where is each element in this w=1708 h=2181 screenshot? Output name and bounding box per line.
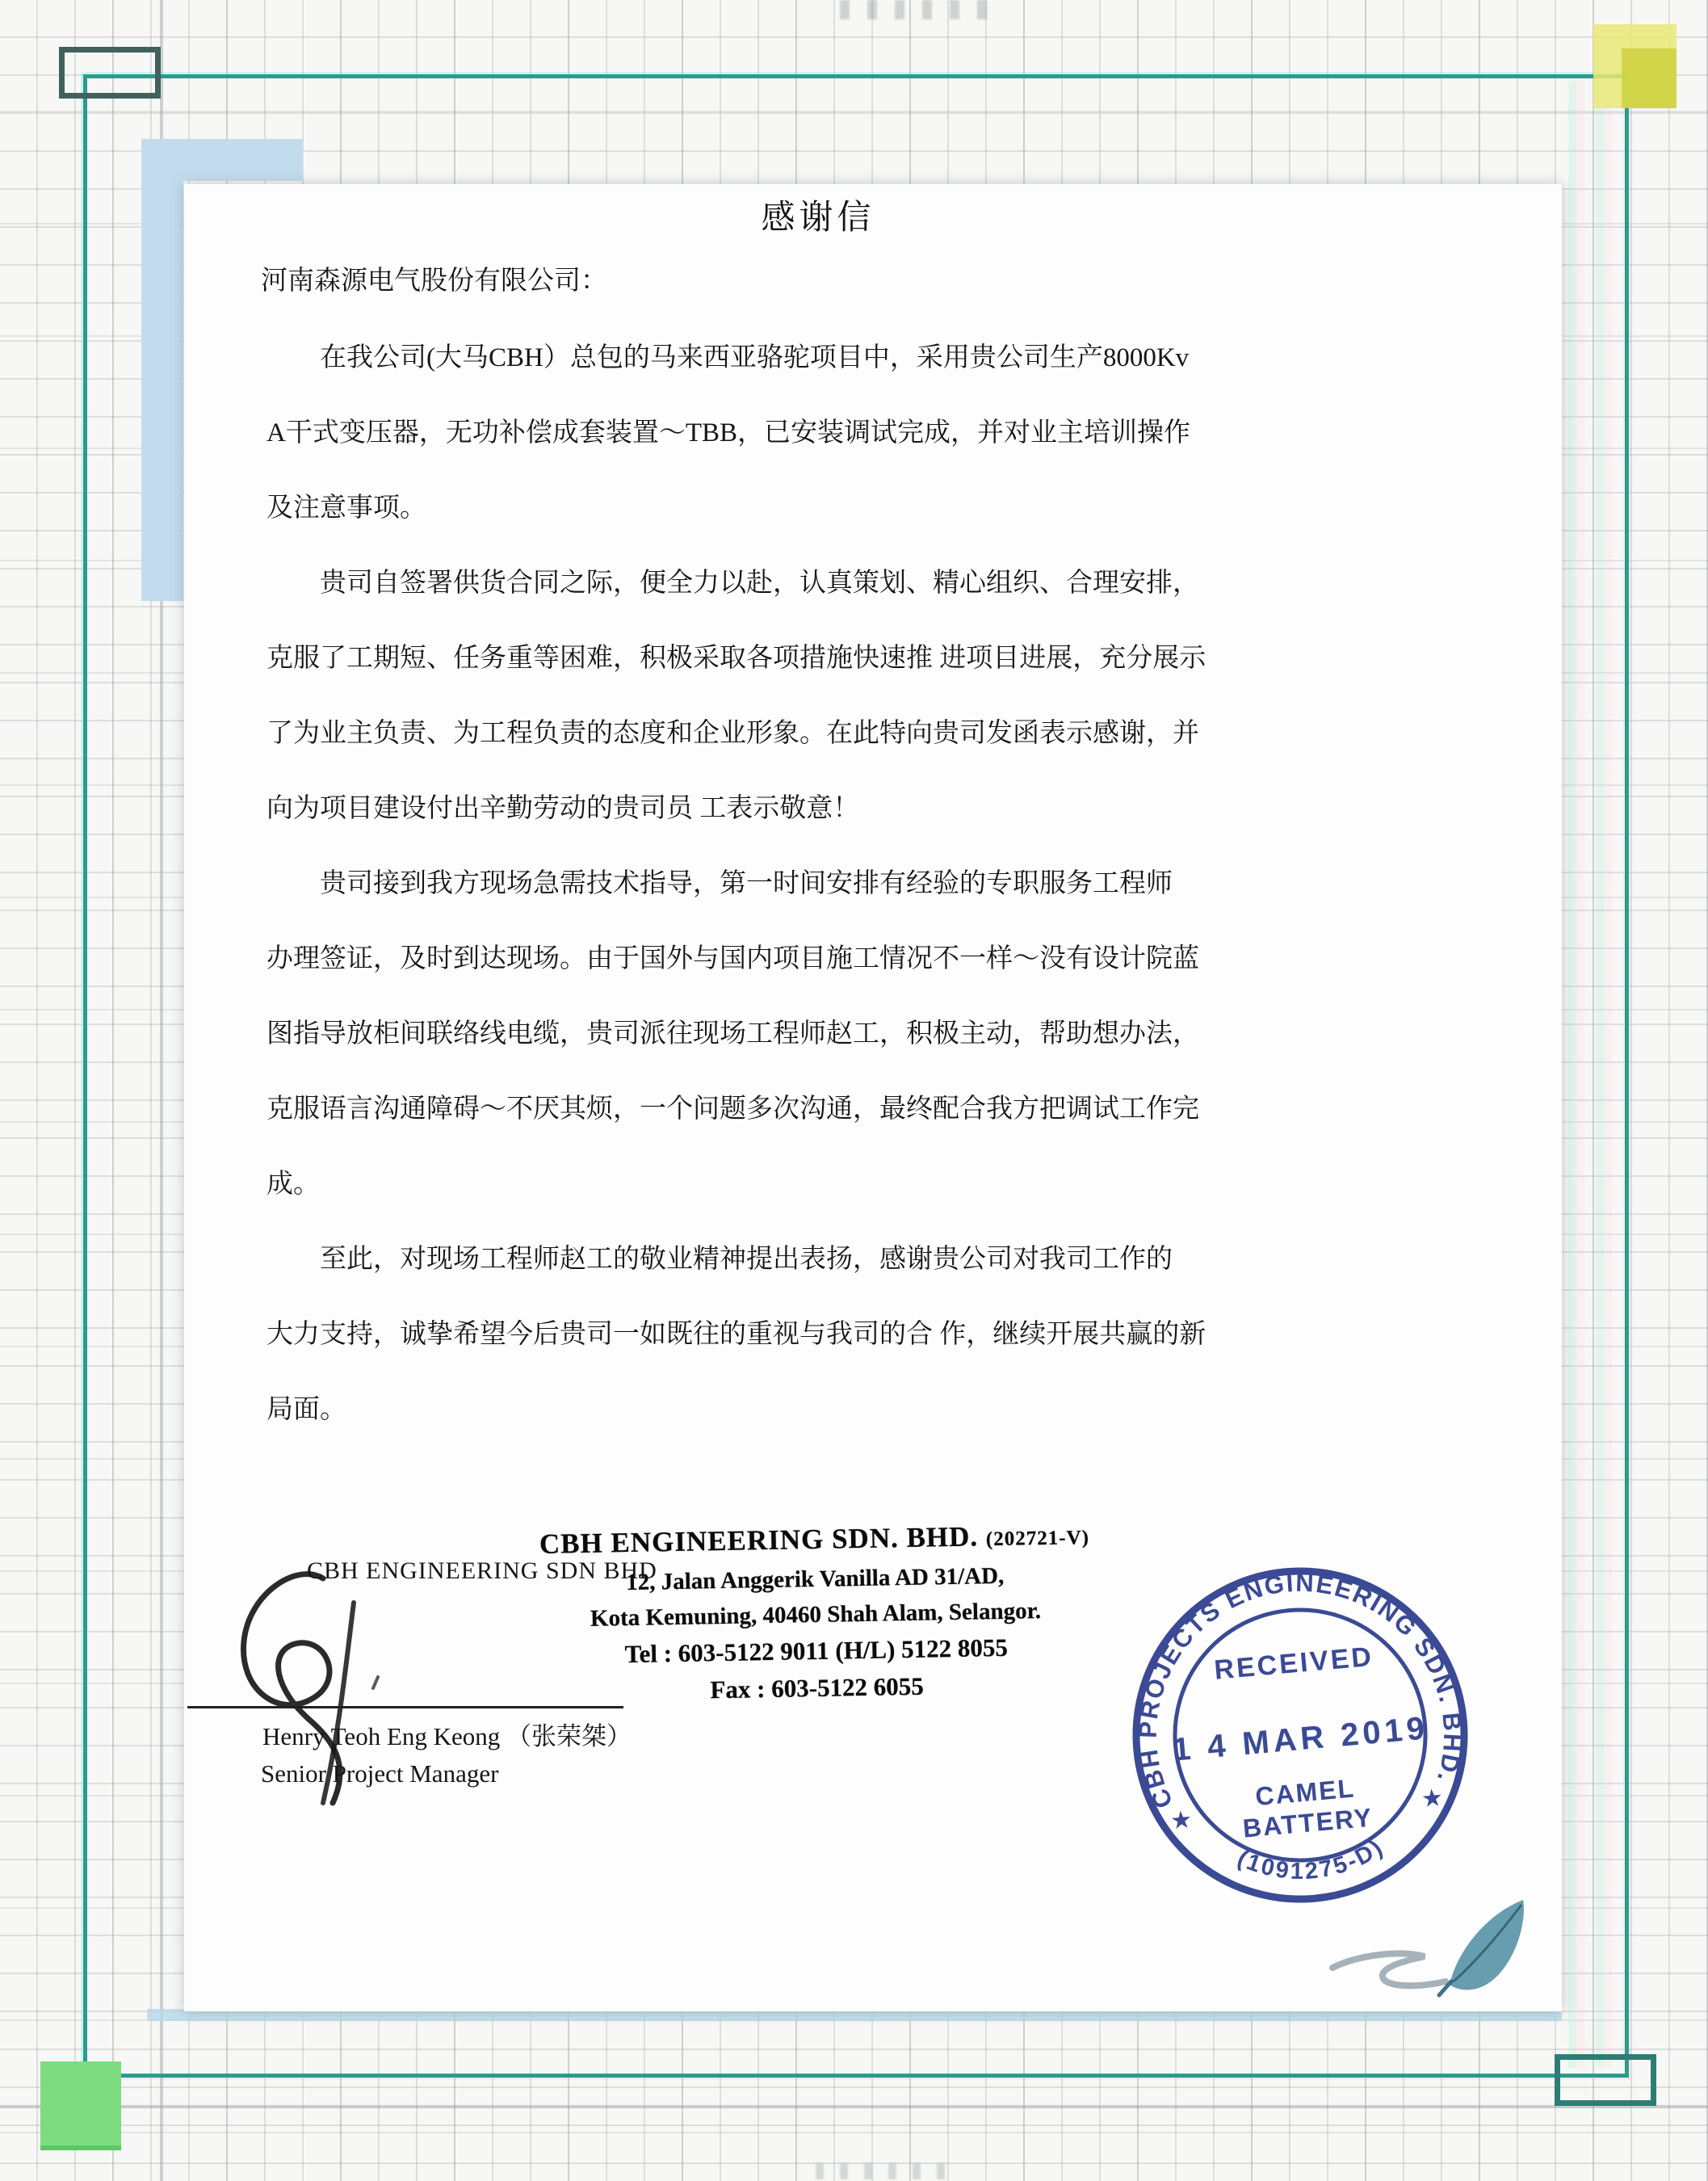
body-line: 克服语言沟通障碍～不厌其烦，一个问题多次沟通，最终配合我方把调试工作完: [266, 1095, 1199, 1124]
decor-rect-bottom-right: [1555, 2054, 1656, 2106]
stamp-address-line2: Kota Kemuning, 40460 Shah Alam, Selangor.: [590, 1598, 1042, 1632]
body-line: 克服了工期短、任务重等困难，积极采取各项措施快速推 进项目进展，充分展示: [266, 644, 1207, 673]
signer-name: Henry Teoh Eng Keong （张荣桀）: [262, 1722, 632, 1750]
body-line: 局面。: [266, 1395, 346, 1424]
body-line: 在我公司(大马CBH）总包的马来西亚骆驼项目中，采用贵公司生产8000Kv: [320, 343, 1190, 372]
received-label: RECEIVED: [1213, 1641, 1375, 1686]
body-line: A干式变压器，无功补偿成套装置～TBB，已安装调试完成，并对业主培训操作: [266, 418, 1191, 448]
grid-heavy-horizontal-line: [0, 2105, 1708, 2108]
stamp-tel: Tel : 603-5122 9011 (H/L) 5122 8055: [624, 1633, 1009, 1669]
scan-artifact-top: [840, 0, 997, 19]
body-line: 办理签证，及时到达现场。由于国外与国内项目施工情况不一样～没有设计院蓝: [266, 944, 1199, 973]
company-address-stamp: [410, 1514, 1221, 1713]
signer-title: Senior Project Manager: [261, 1759, 499, 1788]
stamp-address-line1: 12, Jalan Anggerik Vanilla AD 31/AD,: [625, 1562, 1005, 1596]
stamp-org-line2: BATTERY: [1241, 1802, 1374, 1843]
body-line: 图指导放柜间联络线电缆，贵司派往现场工程师赵工，积极主动，帮助想办法，: [266, 1019, 1199, 1048]
letter-page: [184, 184, 1562, 2011]
decor-corner-blue-vertical: [141, 139, 183, 601]
stamp-fax: Fax : 603-5122 6055: [710, 1671, 925, 1704]
decor-square-yellow-dark: [1622, 48, 1677, 108]
received-stamp-ring-text: CBH PROJECTS ENGINEERING SDN. BHD.: [1133, 1568, 1467, 1813]
body-line: 至此，对现场工程师赵工的敬业精神提出表扬，感谢贵公司对我司工作的: [320, 1245, 1173, 1274]
addressee-line: 河南森源电气股份有限公司：: [261, 267, 607, 296]
body-line: 贵司自签署供货合同之际，便全力以赴，认真策划、精心组织、合理安排，: [320, 569, 1199, 598]
received-stamp: [1108, 1543, 1493, 1928]
body-line: 及注意事项。: [266, 494, 426, 523]
signature-rule: [187, 1706, 623, 1708]
letter-body: [266, 321, 1227, 1448]
body-line: 成。: [266, 1170, 320, 1199]
decor-rect-top-left: [59, 47, 161, 99]
body-line: 贵司接到我方现场急需技术指导，第一时间安排有经验的专职服务工程师: [320, 869, 1173, 898]
page-title: 感谢信: [761, 200, 875, 237]
received-date: 1 4 MAR 2019: [1171, 1710, 1430, 1768]
company-name-typed: CBH ENGINEERING SDN BHD: [307, 1557, 657, 1584]
body-line: 了为业主负责、为工程负责的态度和企业形象。在此特向贵司发函表示感谢，并: [266, 719, 1199, 748]
body-line: 向为项目建设付出辛勤劳动的贵司员 工表示敬意！: [266, 794, 860, 823]
scan-artifact-bottom: [816, 2163, 961, 2179]
stamp-company-name-text: CBH ENGINEERING SDN. BHD.: [539, 1520, 979, 1560]
decor-square-green: [40, 2061, 121, 2150]
quill-feather-icon: [1323, 1890, 1549, 2019]
stamp-star-left: ★: [1169, 1806, 1194, 1835]
body-line: 大力支持，诚挚希望今后贵司一如既往的重视与我司的合 作，继续开展共赢的新: [266, 1320, 1207, 1349]
stamp-reg-no: (202721-V): [985, 1527, 1090, 1551]
stamp-star-right: ★: [1420, 1784, 1445, 1813]
received-stamp-reg-no: (1091275-D): [1233, 1834, 1390, 1885]
stamp-org-line1: CAMEL: [1253, 1773, 1357, 1812]
